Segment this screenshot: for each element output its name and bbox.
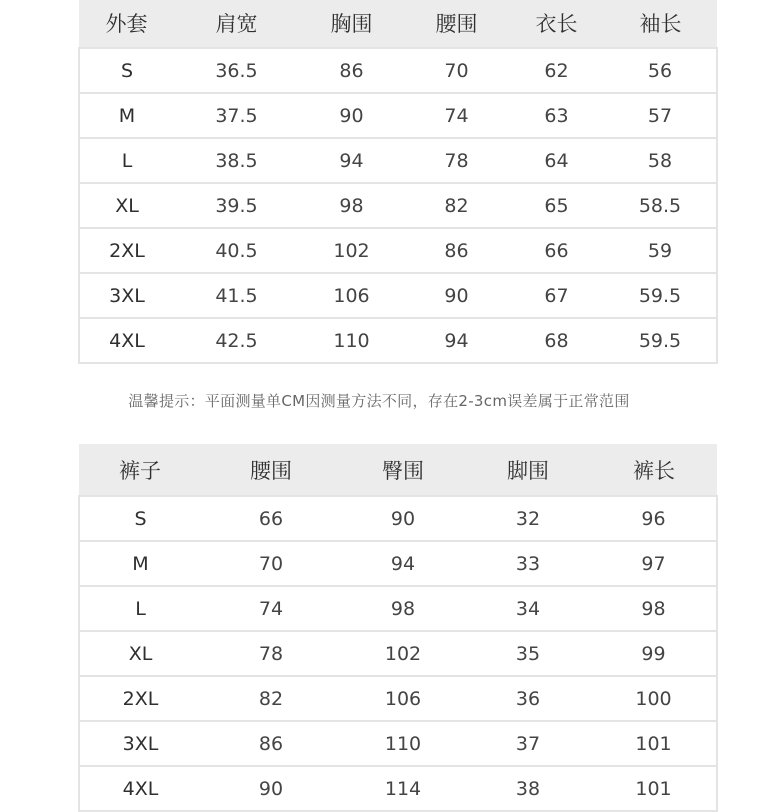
size-label: 4XL xyxy=(79,766,201,811)
size-label: S xyxy=(79,48,174,93)
chest-value: 86 xyxy=(299,48,404,93)
length-value: 63 xyxy=(509,93,604,138)
size-label: 4XL xyxy=(79,318,174,363)
table-row xyxy=(79,721,717,766)
length-value: 101 xyxy=(591,721,717,766)
shoulder-value: 39.5 xyxy=(174,183,299,228)
size-label: L xyxy=(79,586,201,631)
leg-opening-value: 34 xyxy=(465,586,591,631)
sleeve-value: 58 xyxy=(604,138,717,183)
length-value: 101 xyxy=(591,766,717,811)
leg-opening-value: 35 xyxy=(465,631,591,676)
hip-value: 106 xyxy=(341,676,465,721)
leg-opening-value: 32 xyxy=(465,496,591,541)
table-row xyxy=(79,48,717,93)
hip-value: 110 xyxy=(341,721,465,766)
length-value: 100 xyxy=(591,676,717,721)
pants-header-length: 裤长 xyxy=(591,444,717,496)
waist-value: 86 xyxy=(201,721,341,766)
pants-size-table xyxy=(78,444,718,812)
sleeve-value: 59.5 xyxy=(604,318,717,363)
waist-value: 94 xyxy=(404,318,509,363)
hip-value: 90 xyxy=(341,496,465,541)
length-value: 66 xyxy=(509,228,604,273)
length-value: 67 xyxy=(509,273,604,318)
table-row xyxy=(79,93,717,138)
pants-header-hip: 臀围 xyxy=(341,444,465,496)
size-label: 2XL xyxy=(79,676,201,721)
waist-value: 90 xyxy=(404,273,509,318)
table-row xyxy=(79,273,717,318)
length-value: 97 xyxy=(591,541,717,586)
sleeve-value: 57 xyxy=(604,93,717,138)
size-label: 3XL xyxy=(79,721,201,766)
waist-value: 70 xyxy=(404,48,509,93)
leg-opening-value: 38 xyxy=(465,766,591,811)
jacket-header-chest: 胸围 xyxy=(299,0,404,48)
table-row xyxy=(79,631,717,676)
waist-value: 90 xyxy=(201,766,341,811)
shoulder-value: 38.5 xyxy=(174,138,299,183)
chest-value: 110 xyxy=(299,318,404,363)
jacket-header-garment: 外套 xyxy=(79,0,174,48)
jacket-header-row xyxy=(79,0,717,48)
waist-value: 70 xyxy=(201,541,341,586)
size-label: XL xyxy=(79,183,174,228)
jacket-header-shoulder: 肩宽 xyxy=(174,0,299,48)
waist-value: 78 xyxy=(201,631,341,676)
length-value: 65 xyxy=(509,183,604,228)
waist-value: 74 xyxy=(201,586,341,631)
leg-opening-value: 37 xyxy=(465,721,591,766)
shoulder-value: 36.5 xyxy=(174,48,299,93)
shoulder-value: 41.5 xyxy=(174,273,299,318)
pants-header-leg-opening: 脚围 xyxy=(465,444,591,496)
size-label: 3XL xyxy=(79,273,174,318)
table-row xyxy=(79,766,717,811)
jacket-size-table xyxy=(78,0,718,364)
chest-value: 94 xyxy=(299,138,404,183)
length-value: 68 xyxy=(509,318,604,363)
length-value: 98 xyxy=(591,586,717,631)
leg-opening-value: 36 xyxy=(465,676,591,721)
length-value: 99 xyxy=(591,631,717,676)
waist-value: 82 xyxy=(201,676,341,721)
sleeve-value: 58.5 xyxy=(604,183,717,228)
waist-value: 82 xyxy=(404,183,509,228)
table-row xyxy=(79,138,717,183)
sleeve-value: 59.5 xyxy=(604,273,717,318)
table-row xyxy=(79,541,717,586)
pants-header-waist: 腰围 xyxy=(201,444,341,496)
hip-value: 114 xyxy=(341,766,465,811)
chest-value: 106 xyxy=(299,273,404,318)
waist-value: 66 xyxy=(201,496,341,541)
size-label: M xyxy=(79,93,174,138)
length-value: 64 xyxy=(509,138,604,183)
table-row xyxy=(79,586,717,631)
table-row xyxy=(79,496,717,541)
measurement-tip: 温馨提示：平面测量单CM因测量方法不同，存在2-3cm误差属于正常范围 xyxy=(128,392,630,410)
table-row xyxy=(79,228,717,273)
hip-value: 102 xyxy=(341,631,465,676)
shoulder-value: 37.5 xyxy=(174,93,299,138)
chest-value: 102 xyxy=(299,228,404,273)
jacket-header-length: 衣长 xyxy=(509,0,604,48)
waist-value: 86 xyxy=(404,228,509,273)
hip-value: 98 xyxy=(341,586,465,631)
size-label: 2XL xyxy=(79,228,174,273)
length-value: 62 xyxy=(509,48,604,93)
table-row xyxy=(79,318,717,363)
size-label: XL xyxy=(79,631,201,676)
sleeve-value: 56 xyxy=(604,48,717,93)
table-row xyxy=(79,183,717,228)
size-label: M xyxy=(79,541,201,586)
waist-value: 74 xyxy=(404,93,509,138)
chest-value: 90 xyxy=(299,93,404,138)
sleeve-value: 59 xyxy=(604,228,717,273)
pants-header-garment: 裤子 xyxy=(79,444,201,496)
waist-value: 78 xyxy=(404,138,509,183)
table-row xyxy=(79,676,717,721)
leg-opening-value: 33 xyxy=(465,541,591,586)
size-label: L xyxy=(79,138,174,183)
length-value: 96 xyxy=(591,496,717,541)
hip-value: 94 xyxy=(341,541,465,586)
jacket-header-sleeve: 袖长 xyxy=(604,0,717,48)
size-label: S xyxy=(79,496,201,541)
chest-value: 98 xyxy=(299,183,404,228)
jacket-header-waist: 腰围 xyxy=(404,0,509,48)
shoulder-value: 42.5 xyxy=(174,318,299,363)
pants-header-row xyxy=(79,444,717,496)
shoulder-value: 40.5 xyxy=(174,228,299,273)
